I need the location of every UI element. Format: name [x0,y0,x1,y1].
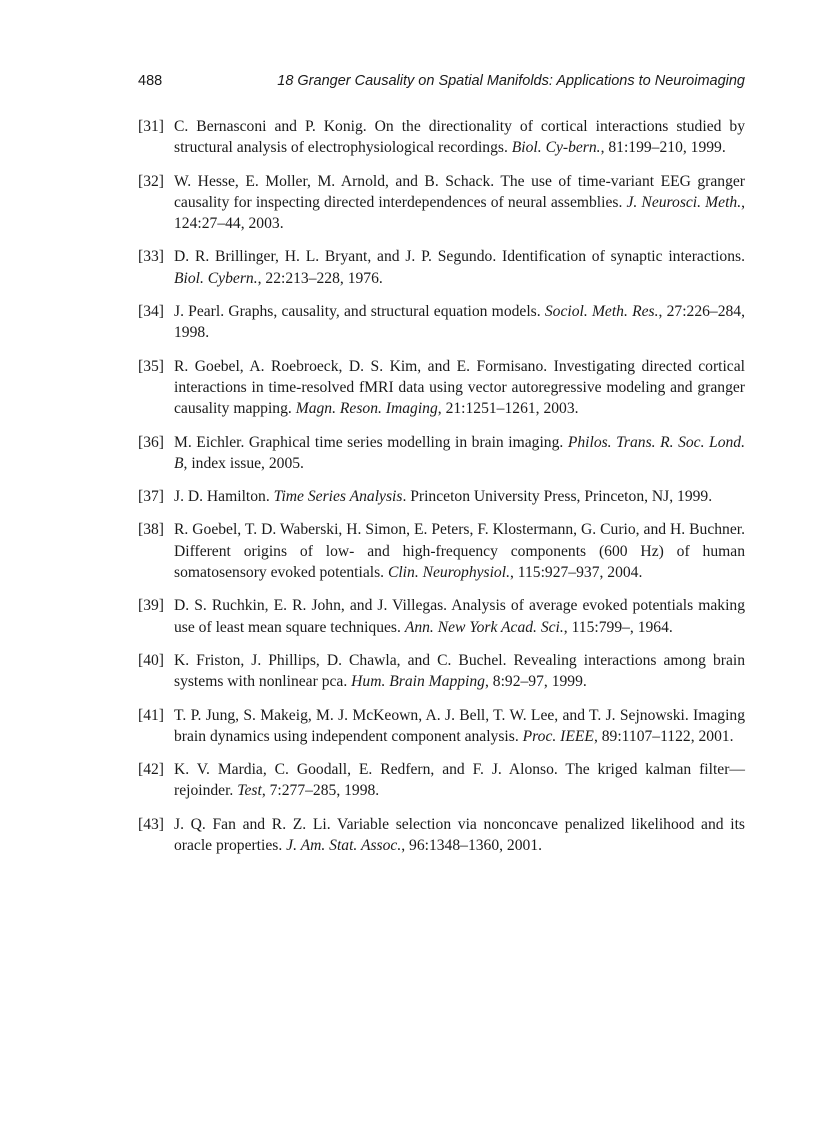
reference-details: , 8:92–97, 1999. [484,673,587,691]
reference-journal: Proc. IEEE [522,727,594,745]
reference-43 [138,814,745,857]
reference-details: , 124:27–44, 2003. [174,193,746,233]
reference-citation [174,519,745,583]
reference-citation [174,171,745,235]
reference-text: J. Pearl. Graphs, causality, and structural equation models. [174,303,541,321]
reference-details: , 115:927–937, 2004. [509,564,643,582]
reference-details: . Princeton University Press, Princeton, NJ, 1999. [402,488,713,506]
reference-list [138,116,745,868]
reference-text: R. Goebel, A. Roebroeck, D. S. Kim, and E. Formisano. Investigating directed cortical interactions in time-resolved fMRI data using vector autoregressive modeling and granger causality mapping. [174,357,745,418]
reference-text: R. Goebel, T. D. Waberski, H. Simon, E. Peters, F. Klostermann, G. Curio, and H. Buchner. Different origins of low- and high-frequency components (600 Hz) of human somatosensory evoked potentials. [174,521,745,582]
reference-text: K. Friston, J. Phillips, D. Chawla, and C. Buchel. Revealing interactions among brain systems with nonlinear pca. [174,651,745,691]
reference-label: [33] [138,248,164,266]
reference-citation [174,759,745,802]
reference-42 [138,759,745,802]
reference-text: D. R. Brillinger, H. L. Bryant, and J. P. Segundo. Identification of synaptic interactions. [174,248,745,266]
reference-label: [43] [138,815,164,833]
reference-label: [35] [138,357,164,375]
reference-label: [34] [138,303,164,321]
reference-journal: Time Series Analysis [273,488,403,506]
reference-label: [38] [138,521,164,539]
reference-34 [138,301,745,344]
reference-40 [138,650,745,693]
reference-label: [32] [138,172,164,190]
reference-citation [174,246,745,289]
reference-journal: Philos. Trans. R. Soc. Lond. B [174,433,745,472]
reference-text: T. P. Jung, S. Makeig, M. J. McKeown, A. J. Bell, T. W. Lee, and T. J. Sejnowski. Imaging brain dynamics using independent component analysis. [174,706,745,745]
reference-label: [37] [138,488,164,506]
reference-journal: Ann. New York Acad. Sci. [404,618,564,636]
reference-journal: Biol. Cy-bern. [511,139,601,157]
reference-citation [174,705,745,748]
running-title: 18 Granger Causality on Spatial Manifolds: Applications to Neuroimaging [277,73,745,89]
reference-38 [138,519,745,583]
reference-journal: J. Am. Stat. Assoc. [286,837,402,855]
reference-journal: Hum. Brain Mapping [351,673,485,691]
reference-label: [42] [138,761,164,779]
reference-41 [138,705,745,748]
reference-journal: Magn. Reson. Imaging [295,400,438,418]
reference-journal: Clin. Neurophysiol. [387,564,510,582]
running-head [138,70,745,92]
page-number: 488 [138,73,163,89]
reference-journal: Test [237,782,262,800]
reference-details: , 115:799–, 1964. [563,618,673,636]
reference-journal: Sociol. Meth. Res. [544,303,659,321]
reference-citation [174,595,745,638]
reference-text: M. Eichler. Graphical time series modelling in brain imaging. [174,433,564,451]
reference-text: D. S. Ruchkin, E. R. John, and J. Villegas. Analysis of average evoked potentials making use of least mean square techniques. [174,597,745,636]
reference-label: [36] [138,433,164,451]
reference-citation [174,486,745,507]
reference-details: , 81:199–210, 1999. [600,139,726,157]
reference-label: [40] [138,651,164,669]
reference-citation [174,814,745,857]
reference-label: [39] [138,597,164,615]
reference-31 [138,116,745,159]
reference-33 [138,246,745,289]
reference-35 [138,356,745,420]
reference-journal: J. Neurosci. Meth. [626,193,742,211]
reference-details: , 7:277–285, 1998. [261,782,380,800]
reference-text: C. Bernasconi and P. Konig. On the directionality of cortical interactions studied by structural analysis of electrophysiological recordings. [174,118,745,157]
reference-details: , index issue, 2005. [183,454,304,472]
reference-text: J. D. Hamilton. [174,488,270,506]
reference-36 [138,432,745,475]
reference-details: , 22:213–228, 1976. [257,269,383,287]
reference-citation [174,301,745,344]
reference-details: , 96:1348–1360, 2001. [401,837,543,855]
reference-32 [138,171,745,235]
reference-text: K. V. Mardia, C. Goodall, E. Redfern, and F. J. Alonso. The kriged kalman filter—rejoinder. [174,761,745,800]
reference-citation [174,650,745,693]
reference-details: , 89:1107–1122, 2001. [593,727,734,745]
reference-citation [174,356,745,420]
reference-citation [174,116,745,159]
reference-details: , 27:226–284, 1998. [174,303,746,342]
reference-label: [31] [138,118,164,135]
reference-39 [138,595,745,638]
reference-details: , 21:1251–1261, 2003. [437,400,579,418]
reference-journal: Biol. Cybern. [174,269,258,287]
reference-text: J. Q. Fan and R. Z. Li. Variable selection via nonconcave penalized likelihood and its oracle properties. [174,815,745,855]
reference-label: [41] [138,706,164,724]
reference-37 [138,486,745,507]
reference-citation [174,432,745,475]
reference-text: W. Hesse, E. Moller, M. Arnold, and B. Schack. The use of time-variant EEG granger causality for inspecting directed interdependences of neural assemblies. [174,172,745,211]
